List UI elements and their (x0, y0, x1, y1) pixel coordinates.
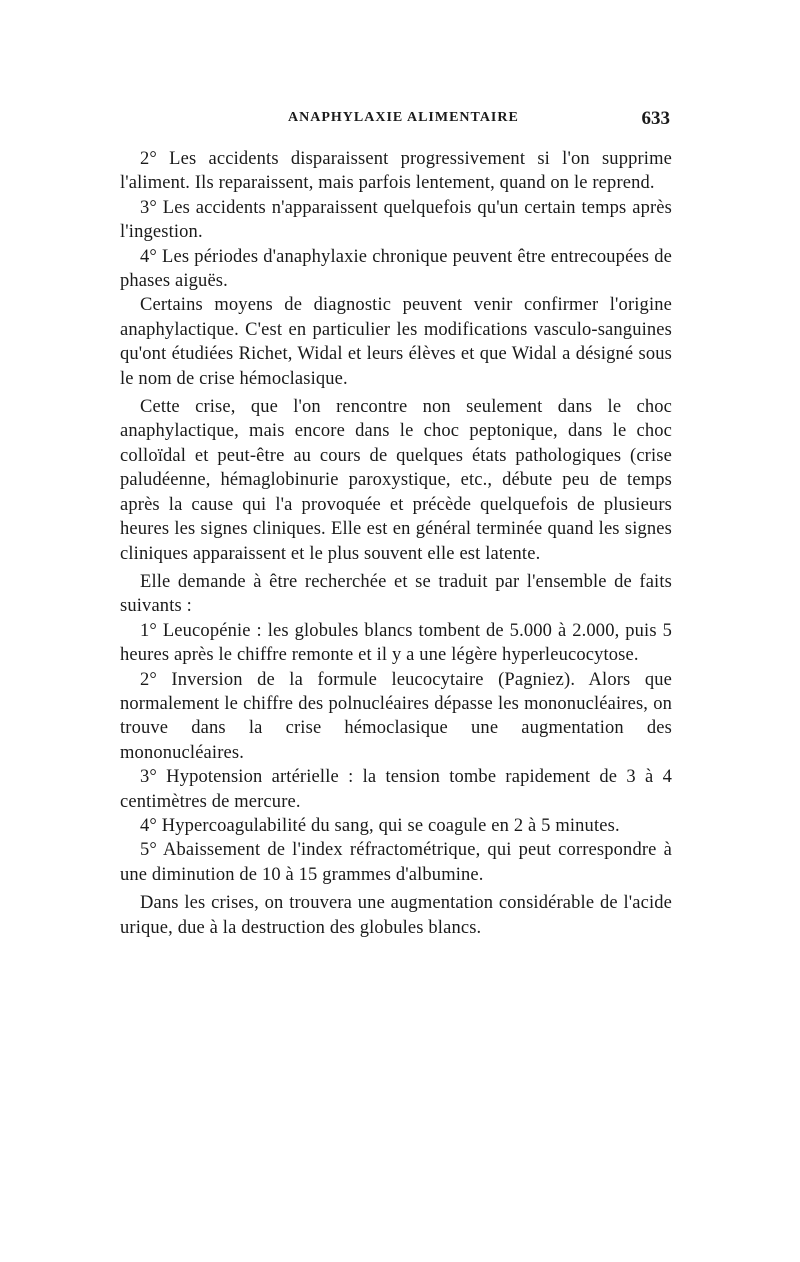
paragraph-3-accidents-delayed: 3° Les accidents n'apparaissent quelquefois qu'un certain temps après l'ingestion. (120, 197, 672, 243)
running-head: ANAPHYLAXIE ALIMENTAIRE (288, 110, 519, 125)
paragraph-refractometric-index: 5° Abaissement de l'index réfractométrique, qui peut correspondre à une diminution de 10 à 15 grammes d'albumine. (120, 840, 672, 885)
paragraph-leucopenia: 1° Leucopénie : les globules blancs tombent de 5.000 à 2.000, puis 5 heures après le chiffre remonte et il y a une légère hyperleucocytose. (120, 620, 672, 666)
paragraph-hypercoagulability: 4° Hypercoagulabilité du sang, qui se coagule en 2 à 5 minutes. (140, 815, 620, 836)
paragraph-crisis-description: Cette crise, que l'on rencontre non seulement dans le choc anaphylactique, mais encore dans le choc peptonique, dans le choc colloïdal et peut-être au cours de quelques états pathologiques (crise paludéenne, hémaglobinurie paroxystique, etc., débute peu de temps après la cause qui l'a provoquée et précède quelquefois de plusieurs heures les signes cliniques. Elle est en général terminée quand les signes cliniques apparaissent et le plus souvent elle est latente. (120, 397, 672, 564)
page-header (118, 110, 678, 140)
paragraph-uric-acid: Dans les crises, on trouvera une augmentation considérable de l'acide urique, due à la destruction des globules blancs. (120, 893, 672, 938)
paragraph-hypotension: 3° Hypotension artérielle : la tension tombe rapidement de 3 à 4 centimètres de mercure. (120, 767, 672, 812)
body-text (120, 147, 672, 940)
page-number: 633 (641, 108, 670, 129)
paragraph-diagnostic-means: Certains moyens de diagnostic peuvent venir confirmer l'origine anaphylactique. C'est en particulier les modifications vasculo-sanguines qu'ont étudiées Richet, Widal et leurs élèves et que Widal a désigné sous le nom de crise hémoclasique. (120, 295, 672, 389)
paragraph-leucocyte-inversion: 2° Inversion de la formule leucocytaire (Pagniez). Alors que normalement le chiffre des polnucléaires dépasse les mononucléaires, on trouve dans la crise hémoclasique une augmentation des mononucléaires. (120, 669, 672, 763)
paragraph-4-chronic-periods: 4° Les périodes d'anaphylaxie chronique peuvent être entrecoupées de phases aiguës. (120, 246, 672, 292)
paragraph-facts-intro: Elle demande à être recherchée et se traduit par l'ensemble de faits suivants : (120, 571, 672, 617)
paragraph-2-accidents-disappear: 2° Les accidents disparaissent progressivement si l'on supprime l'aliment. Ils reparaissent, mais parfois lentement, quand on le reprend. (120, 149, 672, 194)
